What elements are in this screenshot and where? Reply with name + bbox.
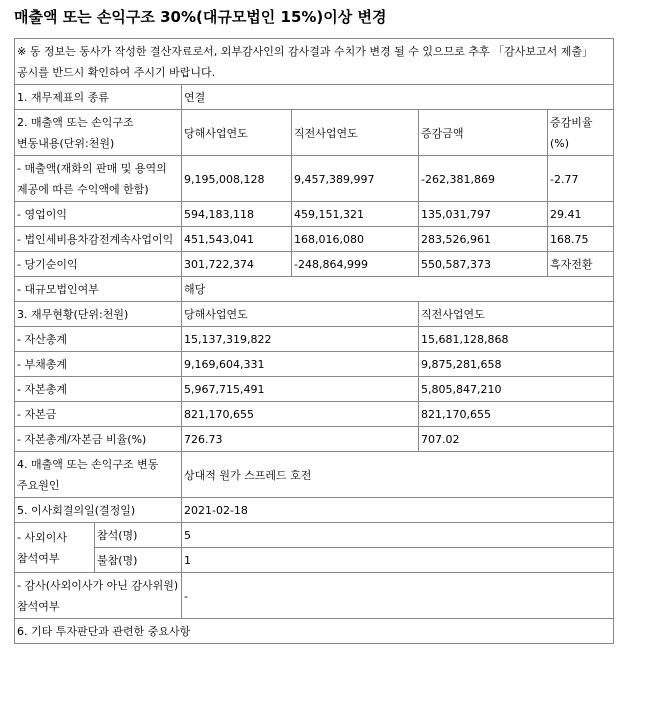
- cell-current: 301,722,374: [182, 252, 292, 277]
- cell-rate: 29.41: [548, 202, 614, 227]
- cell-previous: 15,681,128,868: [419, 327, 614, 352]
- cause-row: [15, 452, 614, 498]
- page-title: 매출액 또는 손익구조 30%(대규모법인 15%)이상 변경: [14, 8, 387, 26]
- cell-current: 821,170,655: [182, 402, 419, 427]
- table-row: [15, 377, 614, 402]
- other-label: 6. 기타 투자판단과 관련한 중요사항: [15, 619, 614, 644]
- row-label-equity-ratio: - 자본총계/자본금 비율(%): [15, 427, 182, 452]
- cell-rate: -2.77: [548, 156, 614, 202]
- row-label-total-assets: - 자산총계: [15, 327, 182, 352]
- cell-current: 15,137,319,822: [182, 327, 419, 352]
- disclosure-table: [14, 38, 614, 644]
- board-date-value: 2021-02-18: [182, 498, 614, 523]
- cell-rate: 168.75: [548, 227, 614, 252]
- auditor-value: -: [182, 573, 614, 619]
- cell-previous: 707.02: [419, 427, 614, 452]
- notice-text: ※ 동 정보는 동사가 작성한 결산자료로서, 외부감사인의 감사결과 수치가 변경 될 수 있으므로 추후 「감사보고서 제출」공시를 반드시 확인하여 주시기 바랍니다.: [15, 39, 614, 85]
- large-corp-value: 해당: [182, 277, 614, 302]
- cell-rate: 흑자전환: [548, 252, 614, 277]
- row-label-total-liabilities: - 부채총계: [15, 352, 182, 377]
- cell-current: 726.73: [182, 427, 419, 452]
- row-label-net-income: - 당기순이익: [15, 252, 182, 277]
- outside-directors-label: - 사외이사 참석여부: [15, 523, 95, 573]
- statement-type-value: 연결: [182, 85, 614, 110]
- outside-directors-present-value: 5: [182, 523, 614, 548]
- auditor-row: [15, 573, 614, 619]
- changes-header-rate: 증감비율(%): [548, 110, 614, 156]
- cell-previous: 9,457,389,997: [292, 156, 419, 202]
- notice-row: [15, 39, 614, 85]
- row-label-capital-stock: - 자본금: [15, 402, 182, 427]
- cell-current: 5,967,715,491: [182, 377, 419, 402]
- changes-header-previous: 직전사업연도: [292, 110, 419, 156]
- cell-previous: -248,864,999: [292, 252, 419, 277]
- financial-header-current: 당해사업연도: [182, 302, 419, 327]
- statement-type-row: [15, 85, 614, 110]
- board-date-row: [15, 498, 614, 523]
- large-corp-label: - 대규모법인여부: [15, 277, 182, 302]
- cell-current: 594,183,118: [182, 202, 292, 227]
- cell-diff: -262,381,869: [419, 156, 548, 202]
- table-row: [15, 327, 614, 352]
- outside-directors-absent-label: 불참(명): [95, 548, 182, 573]
- cell-previous: 9,875,281,658: [419, 352, 614, 377]
- cell-diff: 550,587,373: [419, 252, 548, 277]
- row-label-total-equity: - 자본총계: [15, 377, 182, 402]
- changes-header-label: 2. 매출액 또는 손익구조 변동내용(단위:천원): [15, 110, 182, 156]
- table-row: [15, 427, 614, 452]
- outside-directors-absent-value: 1: [182, 548, 614, 573]
- table-row: [15, 156, 614, 202]
- cell-diff: 135,031,797: [419, 202, 548, 227]
- table-row: [15, 252, 614, 277]
- cause-label: 4. 매출액 또는 손익구조 변동 주요원인: [15, 452, 182, 498]
- changes-header-current: 당해사업연도: [182, 110, 292, 156]
- table-row: [15, 352, 614, 377]
- outside-directors-present-row: [15, 523, 614, 548]
- cell-previous: 168,016,080: [292, 227, 419, 252]
- cause-value: 상대적 원가 스프레드 호전: [182, 452, 614, 498]
- cell-previous: 5,805,847,210: [419, 377, 614, 402]
- outside-directors-absent-row: [15, 548, 614, 573]
- table-row: [15, 227, 614, 252]
- row-label-revenue: - 매출액(재화의 판매 및 용역의 제공에 따른 수익액에 한함): [15, 156, 182, 202]
- cell-diff: 283,526,961: [419, 227, 548, 252]
- table-row: [15, 402, 614, 427]
- board-date-label: 5. 이사회결의일(결정일): [15, 498, 182, 523]
- changes-header-diff: 증감금액: [419, 110, 548, 156]
- row-label-operating-income: - 영업이익: [15, 202, 182, 227]
- cell-previous: 821,170,655: [419, 402, 614, 427]
- cell-current: 9,169,604,331: [182, 352, 419, 377]
- financial-header-row: [15, 302, 614, 327]
- cell-current: 9,195,008,128: [182, 156, 292, 202]
- auditor-label: - 감사(사외이사가 아닌 감사위원) 참석여부: [15, 573, 182, 619]
- financial-header-label: 3. 재무현황(단위:천원): [15, 302, 182, 327]
- table-row: [15, 202, 614, 227]
- row-label-pretax-income: - 법인세비용차감전계속사업이익: [15, 227, 182, 252]
- changes-header-row: [15, 110, 614, 156]
- large-corp-row: [15, 277, 614, 302]
- cell-current: 451,543,041: [182, 227, 292, 252]
- statement-type-label: 1. 재무제표의 종류: [15, 85, 182, 110]
- other-row: [15, 619, 614, 644]
- cell-previous: 459,151,321: [292, 202, 419, 227]
- financial-header-previous: 직전사업연도: [419, 302, 614, 327]
- outside-directors-present-label: 참석(명): [95, 523, 182, 548]
